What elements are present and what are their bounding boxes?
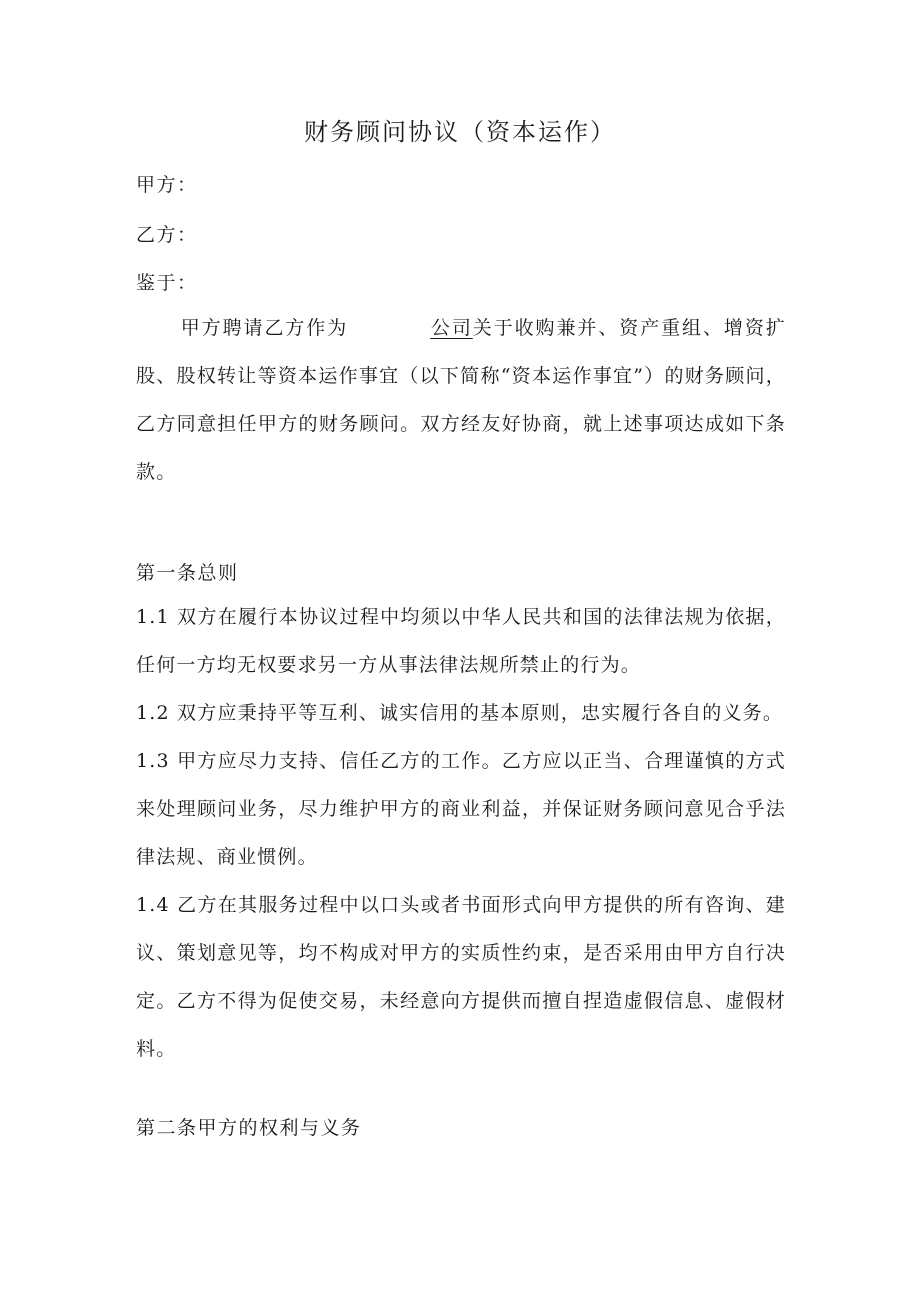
document-title: 财务顾问协议（资本运作） xyxy=(304,118,616,146)
article-2-heading: 第二条甲方的权利与义务 xyxy=(136,1117,362,1139)
article-1-heading: 第一条总则 xyxy=(136,562,239,584)
intro-company: 公司 xyxy=(430,317,473,339)
whereas-label: 鉴于： xyxy=(136,272,198,294)
party-a-label: 甲方： xyxy=(136,174,198,196)
party-b-label: 乙方： xyxy=(136,224,198,246)
intro-paragraph xyxy=(136,304,786,496)
clause-1-3: 1.3 甲方应尽力支持、信任乙方的工作。乙方应以正当、合理谨慎的方式来处理顾问业务，尽力维护甲方的商业利益，并保证财务顾问意见合乎法律法规、商业惯例。 xyxy=(136,750,786,868)
clause-1-4: 1.4 乙方在其服务过程中以口头或者书面形式向甲方提供的所有咨询、建议、策划意见等，均不构成对甲方的实质性约束，是否采用由甲方自行决定。乙方不得为促使交易，未经意向方提供而擅自捏造虚假信息、虚假材料。 xyxy=(136,894,786,1060)
clause-1-1: 1.1 双方在履行本协议过程中均须以中华人民共和国的法律法规为依据，任何一方均无权要求另一方从事法律法规所禁止的行为。 xyxy=(136,606,786,676)
clause-1-2: 1.2 双方应秉持平等互利、诚实信用的基本原则，忠实履行各自的义务。 xyxy=(136,702,784,724)
intro-lead: 甲方聘请乙方作为 xyxy=(180,317,349,339)
intro-rest: 关于收购兼并、资产重组、增资扩股、股权转让等资本运作事宜（以下简称“资本运作事宜”）的财务顾问，乙方同意担任甲方的财务顾问。双方经友好协商，就上述事项达成如下条款。 xyxy=(136,317,786,483)
